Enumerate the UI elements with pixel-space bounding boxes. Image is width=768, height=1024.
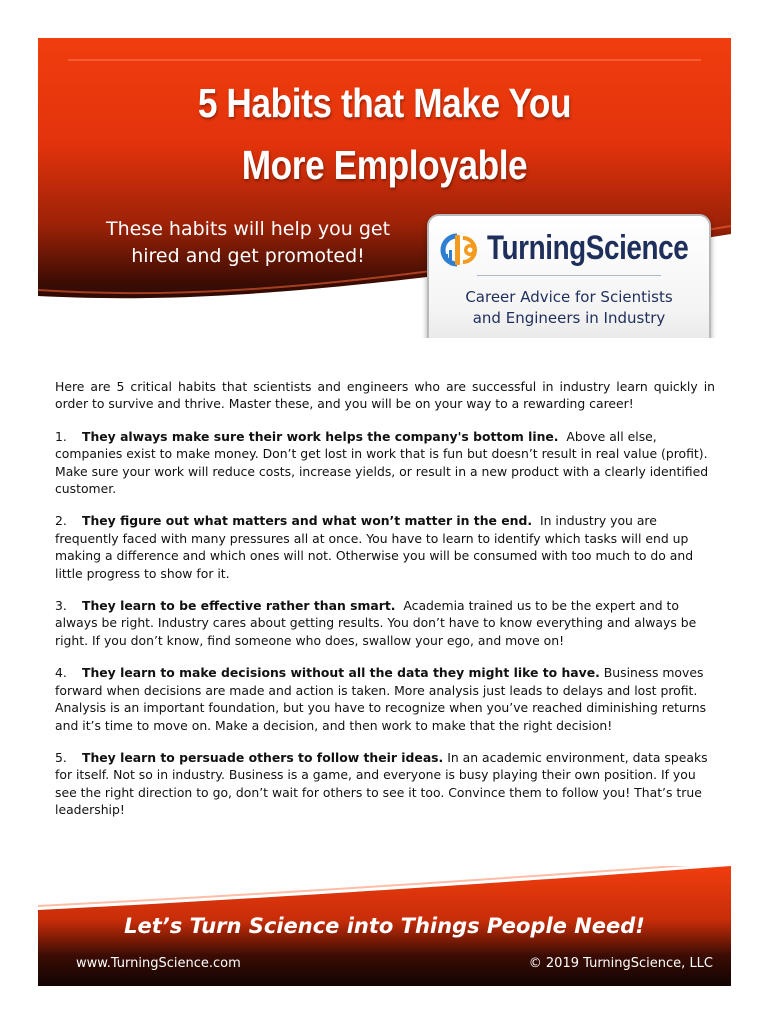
- brand-tagline: [429, 287, 709, 329]
- habit-number: 4.: [55, 665, 67, 681]
- habit-number: 2.: [55, 513, 67, 529]
- title-line-1: 5 Habits that Make You: [197, 80, 572, 126]
- page-title: [87, 72, 683, 196]
- habit-item-4: [55, 664, 715, 734]
- tagline-line-2: and Engineers in Industry: [472, 309, 666, 327]
- habit-item-5: [55, 749, 715, 819]
- habit-number: 1.: [55, 428, 67, 444]
- habit-title: They learn to be effective rather than smart.: [82, 598, 396, 614]
- article-body: [55, 378, 715, 834]
- intro-paragraph: Here are 5 critical habits that scientists and engineers who are successful in industry learn quickly in order to survive and thrive. Master these, and you will be on your way to a rewarding career!: [55, 379, 715, 412]
- habit-item-2: [55, 512, 715, 582]
- habit-item-1: [55, 428, 715, 498]
- footer-slogan: Let’s Turn Science into Things People Need!: [124, 914, 645, 938]
- habit-title: They always make sure their work helps the company's bottom line.: [82, 428, 559, 444]
- subtitle-line-2: hired and get promoted!: [131, 245, 365, 267]
- habit-text: Academia trained us to be the expert and to always be right. Industry cares about getting results. You don’t have to know everything and always be right. If you don’t know, find someone who does, swallow your ego, and move on!: [55, 598, 697, 648]
- flask-gear-icon: [437, 232, 483, 268]
- habit-title: They figure out what matters and what won’t matter in the end.: [82, 513, 533, 529]
- page-subtitle: [68, 216, 428, 270]
- header-banner: [38, 38, 731, 338]
- website-link[interactable]: www.TurningScience.com: [76, 956, 241, 971]
- habit-title: They learn to persuade others to follow their ideas.: [82, 749, 444, 765]
- title-line-2: More Employable: [241, 142, 528, 188]
- tagline-line-1: Career Advice for Scientists: [465, 288, 673, 306]
- habit-item-3: [55, 597, 715, 649]
- subtitle-line-1: These habits will help you get: [105, 218, 391, 240]
- habit-text: Above all else, companies exist to make money. Don’t get lost in work that is fun but doesn’t result in real value (profit). Make sure your work will reduce costs, increase yields, or result in a new product with a clearly identified customer.: [55, 428, 709, 497]
- habit-text: In an academic environment, data speaks for itself. Not so in industry. Business is a game, and everyone is busy playing their own position. If you see the right direction to go, don’t wait for others to see it too. Convince them to follow you! That’s true leadership!: [55, 749, 708, 818]
- brand-name: TurningScience: [487, 229, 689, 267]
- habit-number: 5.: [55, 749, 67, 765]
- copyright-text: © 2019 TurningScience, LLC: [528, 956, 713, 971]
- habit-text: In industry you are frequently faced with many pressures all at once. You have to learn to identify which tasks will end up making a difference and which ones will not. Otherwise you will be consumed with too much to do and little progress to show for it.: [55, 513, 694, 581]
- footer-banner: [38, 866, 731, 986]
- flyer-page: [38, 38, 731, 986]
- brand-logo: [437, 229, 701, 268]
- brand-card: [427, 214, 711, 338]
- habit-number: 3.: [55, 598, 67, 614]
- habit-text: Business moves forward when decisions are made and action is taken. More analysis just leads to delays and lost profit. Analysis is an important foundation, but you have to recognize when you’ve reached diminishing returns and it’s time to move on. Make a decision, and then work to make that the right decision!: [55, 665, 707, 733]
- brand-divider: [477, 275, 661, 276]
- habit-title: They learn to make decisions without all the data they might like to have.: [82, 665, 600, 681]
